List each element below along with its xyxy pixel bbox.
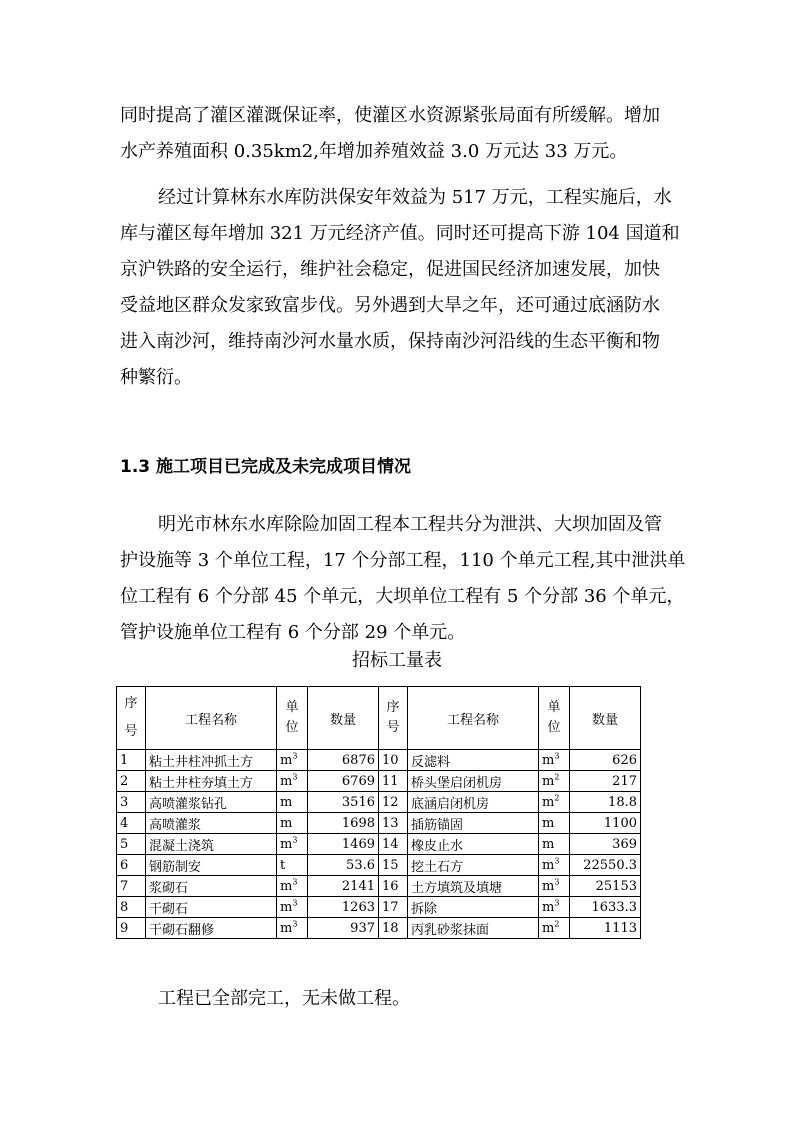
cell-no — [117, 750, 146, 771]
cell-unit-text: m — [542, 920, 555, 936]
cell-name-text: 粘土井柱冲抓土方 — [149, 754, 254, 770]
table-header-row — [117, 687, 641, 750]
cell-no — [117, 876, 146, 897]
text-line: 京沪铁路的安全运行，维护社会稳定，促进国民经济加速发展，加快 — [120, 259, 660, 280]
cell-unit-text: m — [280, 815, 293, 831]
cell-name — [146, 792, 277, 813]
cell-no-text: 15 — [382, 857, 399, 873]
cell-no-text: 12 — [382, 794, 399, 810]
unit-exponent: 3 — [292, 772, 298, 782]
cell-qty — [570, 876, 641, 897]
cell-no — [379, 750, 408, 771]
cell-unit — [277, 750, 308, 771]
header-unit-top: 单 — [547, 700, 561, 715]
cell-unit-text: m — [542, 878, 555, 894]
cell-no-text: 13 — [382, 815, 399, 831]
cell-name-text: 丙乳砂浆抹面 — [411, 922, 490, 938]
cell-name — [408, 813, 539, 834]
section-heading: 1.3 施工项目已完成及未完成项目情况 — [120, 457, 412, 477]
cell-unit — [539, 750, 570, 771]
unit-exponent: 3 — [292, 919, 298, 929]
cell-qty — [308, 792, 379, 813]
cell-name-text: 桥头堡启闭机房 — [411, 775, 503, 791]
cell-no-text: 5 — [120, 836, 129, 852]
cell-name-text: 橡皮止水 — [411, 838, 464, 854]
cell-unit — [277, 813, 308, 834]
cell-qty — [308, 834, 379, 855]
cell-qty-text: 1100 — [603, 815, 637, 831]
cell-unit — [539, 813, 570, 834]
text-line: 种繁衍。 — [120, 367, 192, 388]
cell-unit — [539, 897, 570, 918]
cell-unit — [539, 855, 570, 876]
text-line: 水产养殖面积 0.35km2,年增加养殖效益 3.0 万元达 33 万元。 — [120, 141, 628, 162]
cell-name-text: 混凝土浇筑 — [149, 838, 215, 854]
text-line: 库与灌区每年增加 321 万元经济产值。同时还可提高下游 104 国道和 — [120, 223, 680, 244]
cell-no-text: 3 — [120, 794, 129, 810]
cell-unit-text: m — [542, 773, 555, 789]
cell-qty — [570, 918, 641, 939]
cell-unit-text: m — [280, 878, 293, 894]
text-line: 进入南沙河，维持南沙河水量水质，保持南沙河沿线的生态平衡和物 — [120, 331, 660, 352]
cell-qty-text: 3516 — [341, 794, 375, 810]
paragraph-benefits-intro — [120, 98, 680, 170]
cell-no-text: 18 — [382, 920, 399, 936]
cell-unit-text: m — [280, 773, 293, 789]
table-row — [117, 792, 641, 813]
table-row — [117, 771, 641, 792]
cell-name-text: 高喷灌浆钻孔 — [149, 796, 228, 812]
cell-name — [408, 855, 539, 876]
unit-exponent: 3 — [554, 877, 560, 887]
cell-qty — [308, 813, 379, 834]
cell-no-text: 10 — [382, 752, 399, 768]
cell-no — [117, 897, 146, 918]
cell-qty-text: 626 — [612, 752, 637, 768]
cell-no-text: 4 — [120, 815, 129, 831]
cell-no-text: 6 — [120, 857, 129, 873]
cell-unit-text: m — [542, 836, 555, 852]
cell-name — [408, 834, 539, 855]
cell-unit — [277, 771, 308, 792]
cell-name-text: 干砌石 — [149, 901, 189, 917]
cell-qty — [570, 813, 641, 834]
header-name-2: 工程名称 — [408, 687, 539, 750]
text-line: 管护设施单位工程有 6 个分部 29 个单元。 — [120, 622, 466, 643]
cell-name — [146, 918, 277, 939]
cell-qty — [308, 855, 379, 876]
cell-no — [117, 855, 146, 876]
cell-name — [146, 750, 277, 771]
cell-name-text: 拆除 — [411, 901, 438, 917]
cell-name — [146, 876, 277, 897]
cell-no-text: 8 — [120, 899, 129, 915]
header-qty: 数量 — [308, 687, 379, 750]
cell-name-text: 浆砌石 — [149, 880, 189, 896]
cell-unit-text: m — [542, 794, 555, 810]
cell-no — [379, 876, 408, 897]
completion-note: 工程已全部完工，无未做工程。 — [158, 988, 410, 1009]
header-qty-2: 数量 — [570, 687, 641, 750]
cell-qty-text: 217 — [612, 773, 637, 789]
cell-qty — [308, 897, 379, 918]
table-row — [117, 813, 641, 834]
cell-unit-text: m — [542, 857, 555, 873]
cell-name — [146, 897, 277, 918]
cell-unit — [277, 918, 308, 939]
cell-unit-text: t — [280, 857, 286, 873]
header-no-2 — [379, 687, 408, 750]
cell-name — [408, 771, 539, 792]
cell-no — [379, 897, 408, 918]
cell-qty-text: 25153 — [595, 878, 637, 894]
cell-name — [408, 792, 539, 813]
text-line: 位工程有 6 个分部 45 个单元，大坝单位工程有 5 个分部 36 个单元， — [120, 586, 685, 607]
cell-qty — [308, 750, 379, 771]
cell-no — [117, 834, 146, 855]
cell-name-text: 钢筋制安 — [149, 859, 202, 875]
cell-unit-text: m — [542, 752, 555, 768]
cell-unit-text: m — [280, 836, 293, 852]
cell-qty — [570, 834, 641, 855]
header-unit-bottom: 位 — [285, 720, 299, 735]
header-no — [117, 687, 146, 750]
cell-no — [379, 813, 408, 834]
cell-no — [117, 813, 146, 834]
cell-qty-text: 18.8 — [608, 794, 637, 810]
header-unit-top: 单 — [285, 700, 299, 715]
cell-no — [379, 855, 408, 876]
cell-name — [146, 813, 277, 834]
cell-name-text: 底涵启闭机房 — [411, 796, 490, 812]
cell-name-text: 土方填筑及填塘 — [411, 880, 503, 896]
cell-name-text: 粘土井柱夯填土方 — [149, 775, 254, 791]
unit-exponent: 3 — [292, 898, 298, 908]
text-line: 受益地区群众发家致富步伐。另外遇到大旱之年，还可通过底涵防水 — [120, 295, 660, 316]
text-line: 护设施等 3 个单位工程，17 个分部工程，110 个单元工程,其中泄洪单 — [120, 550, 686, 571]
table-row — [117, 876, 641, 897]
cell-qty-text: 937 — [350, 920, 375, 936]
cell-unit — [277, 834, 308, 855]
cell-unit — [539, 876, 570, 897]
cell-unit-text: m — [280, 899, 293, 915]
unit-exponent: 2 — [554, 793, 560, 803]
table-row — [117, 750, 641, 771]
cell-qty-text: 53.6 — [346, 857, 375, 873]
cell-qty-text: 6876 — [341, 752, 375, 768]
cell-qty-text: 369 — [612, 836, 637, 852]
cell-qty-text: 22550.3 — [583, 857, 637, 873]
cell-unit-text: m — [280, 752, 293, 768]
unit-exponent: 2 — [554, 772, 560, 782]
table-body — [117, 750, 641, 939]
header-unit — [277, 687, 308, 750]
cell-qty — [308, 918, 379, 939]
cell-unit-text: m — [280, 794, 293, 810]
cell-unit — [539, 834, 570, 855]
cell-qty-text: 1698 — [341, 815, 375, 831]
bid-quantity-table — [116, 686, 641, 939]
cell-qty-text: 2141 — [341, 878, 375, 894]
header-no-top: 序 — [124, 696, 138, 711]
cell-no-text: 7 — [120, 878, 129, 894]
text-line: 同时提高了灌区灌溉保证率，使灌区水资源紧张局面有所缓解。增加 — [120, 105, 660, 126]
cell-unit — [539, 792, 570, 813]
cell-unit — [277, 897, 308, 918]
header-no-bottom: 号 — [386, 720, 400, 735]
cell-qty-text: 6769 — [341, 773, 375, 789]
cell-no-text: 16 — [382, 878, 399, 894]
cell-qty — [570, 855, 641, 876]
text-line: 明光市林东水库除险加固工程本工程共分为泄洪、大坝加固及管 — [158, 514, 662, 535]
cell-name — [408, 750, 539, 771]
cell-no-text: 9 — [120, 920, 129, 936]
cell-no — [117, 918, 146, 939]
header-no-bottom: 号 — [124, 724, 138, 739]
cell-name-text: 干砌石翻修 — [149, 922, 215, 938]
cell-unit-text: m — [542, 815, 555, 831]
unit-exponent: 3 — [554, 898, 560, 908]
cell-qty — [570, 897, 641, 918]
header-name: 工程名称 — [146, 687, 277, 750]
cell-unit — [539, 771, 570, 792]
cell-no-text: 11 — [382, 773, 399, 789]
table-row — [117, 918, 641, 939]
cell-qty-text: 1469 — [341, 836, 375, 852]
unit-exponent: 3 — [554, 856, 560, 866]
cell-no — [379, 918, 408, 939]
paragraph-project-overview — [120, 507, 686, 651]
cell-no — [379, 792, 408, 813]
cell-qty — [570, 771, 641, 792]
cell-qty-text: 1113 — [603, 920, 637, 936]
cell-unit — [539, 918, 570, 939]
cell-no — [379, 771, 408, 792]
unit-exponent: 2 — [554, 919, 560, 929]
cell-no-text: 2 — [120, 773, 129, 789]
cell-no — [117, 792, 146, 813]
table-row — [117, 834, 641, 855]
header-unit-2 — [539, 687, 570, 750]
cell-unit-text: m — [280, 920, 293, 936]
cell-qty — [308, 771, 379, 792]
cell-name-text: 高喷灌浆 — [149, 817, 202, 833]
unit-exponent: 3 — [292, 751, 298, 761]
cell-no-text: 14 — [382, 836, 399, 852]
cell-qty-text: 1633.3 — [591, 899, 637, 915]
cell-no — [117, 771, 146, 792]
unit-exponent: 3 — [554, 751, 560, 761]
text-line: 经过计算林东水库防洪保安年效益为 517 万元，工程实施后，水 — [158, 187, 672, 208]
cell-qty — [570, 750, 641, 771]
table-caption: 招标工量表 — [352, 650, 442, 671]
cell-unit — [277, 876, 308, 897]
cell-unit-text: m — [542, 899, 555, 915]
cell-name — [146, 834, 277, 855]
cell-name — [408, 876, 539, 897]
cell-name-text: 反滤料 — [411, 754, 451, 770]
unit-exponent: 3 — [292, 835, 298, 845]
unit-exponent: 3 — [292, 877, 298, 887]
cell-no-text: 17 — [382, 899, 399, 915]
table-row — [117, 897, 641, 918]
cell-qty — [308, 876, 379, 897]
cell-unit — [277, 792, 308, 813]
table-row — [117, 855, 641, 876]
header-no-top: 序 — [386, 700, 400, 715]
cell-qty — [570, 792, 641, 813]
cell-name — [408, 918, 539, 939]
cell-no-text: 1 — [120, 752, 129, 768]
cell-qty-text: 1263 — [341, 899, 375, 915]
cell-name — [408, 897, 539, 918]
cell-name-text: 挖土石方 — [411, 859, 464, 875]
cell-unit — [277, 855, 308, 876]
cell-name — [146, 855, 277, 876]
cell-name-text: 插筋锚固 — [411, 817, 464, 833]
header-unit-bottom: 位 — [547, 720, 561, 735]
cell-no — [379, 834, 408, 855]
paragraph-flood-benefits — [120, 180, 680, 396]
cell-name — [146, 771, 277, 792]
